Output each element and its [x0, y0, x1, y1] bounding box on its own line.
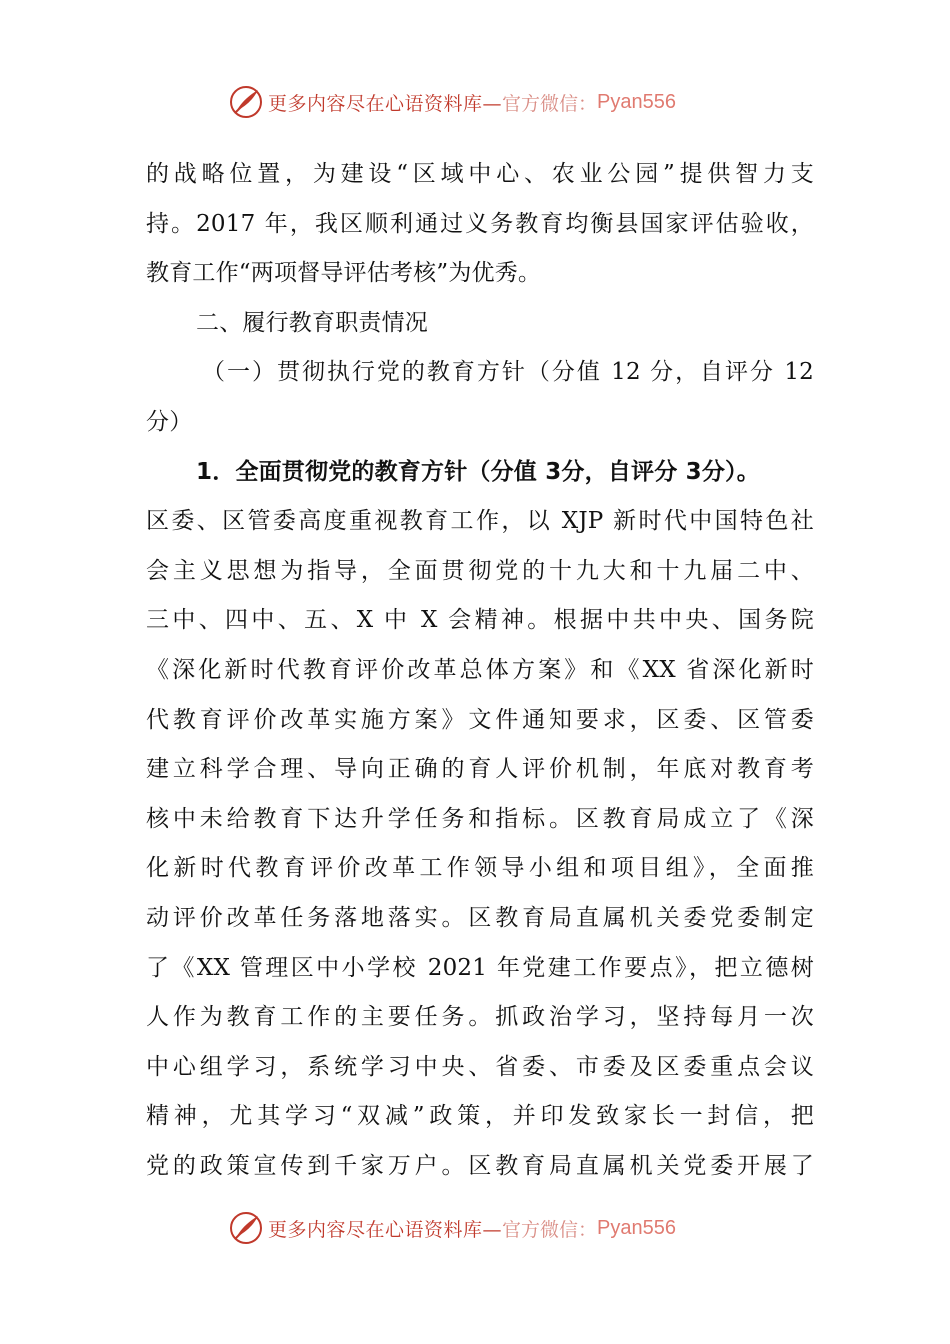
item-heading: 1．全面贯彻党的教育方针（分值 3分，自评分 3分）。 [196, 458, 760, 485]
text-line: 人作为教育工作的主要任务。抓政治学习，坚持每月一次 [146, 1004, 814, 1031]
text-line: 中心组学习，系统学习中央、省委、市委及区委重点会议 [146, 1053, 814, 1080]
text-line: 了《XX 管理区中小学校 2021 年党建工作要点》，把立德树 [146, 954, 814, 981]
text-line: 核中未给教育下达升学任务和指标。区教育局成立了《深 [146, 805, 814, 832]
text-line: 的战略位置，为建设“区域中心、农业公园”提供智力支 [146, 161, 814, 187]
document-body [146, 150, 814, 1191]
text-line: 精神，尤其学习“双减”政策，并印发致家长一封信，把 [146, 1103, 814, 1130]
watermark-text: 更多内容尽在心语资料库— [268, 92, 503, 115]
text-line: 《深化新时代教育评价改革总体方案》和《XX 省深化新时 [146, 656, 814, 683]
subsection-heading-continued: 分） [146, 408, 193, 435]
subsection-heading: （一）贯彻执行党的教育方针（分值 12 分，自评分 12 [202, 359, 814, 386]
text-line: 化新时代教育评价改革工作领导小组和项目组》，全面推 [146, 855, 814, 882]
watermark-wechat-label: 官方微信： [502, 92, 598, 115]
text-line: 建立科学合理、导向正确的育人评价机制，年底对教育考 [146, 756, 814, 783]
watermark-wechat-id: Pyan556 [597, 90, 676, 113]
text-line: 教育工作“两项督导评估考核”为优秀。 [146, 260, 542, 287]
watermark-wechat-id: Pyan556 [597, 1216, 676, 1239]
quill-logo-icon [228, 1210, 264, 1246]
section-heading: 二、履行教育职责情况 [196, 309, 428, 336]
text-line: 党的政策宣传到千家万户。区教育局直属机关党委开展了 [146, 1152, 814, 1179]
watermark-header [228, 82, 676, 122]
text-line: 动评价改革任务落地落实。区教育局直属机关委党委制定 [146, 904, 814, 931]
text-line: 区委、区管委高度重视教育工作，以 XJP 新时代中国特色社 [146, 508, 814, 535]
text-line: 会主义思想为指导，全面贯彻党的十九大和十九届二中、 [146, 557, 814, 584]
watermark-footer [228, 1208, 676, 1248]
text-line: 三中、四中、五、X 中 X 会精神。根据中共中央、国务院 [146, 607, 814, 634]
text-line: 代教育评价改革实施方案》文件通知要求，区委、区管委 [146, 706, 814, 733]
quill-logo-icon [228, 84, 264, 120]
watermark-wechat-label: 官方微信： [502, 1218, 598, 1241]
watermark-text: 更多内容尽在心语资料库— [268, 1218, 503, 1241]
text-line: 持。2017 年，我区顺利通过义务教育均衡县国家评估验收， [146, 210, 814, 237]
